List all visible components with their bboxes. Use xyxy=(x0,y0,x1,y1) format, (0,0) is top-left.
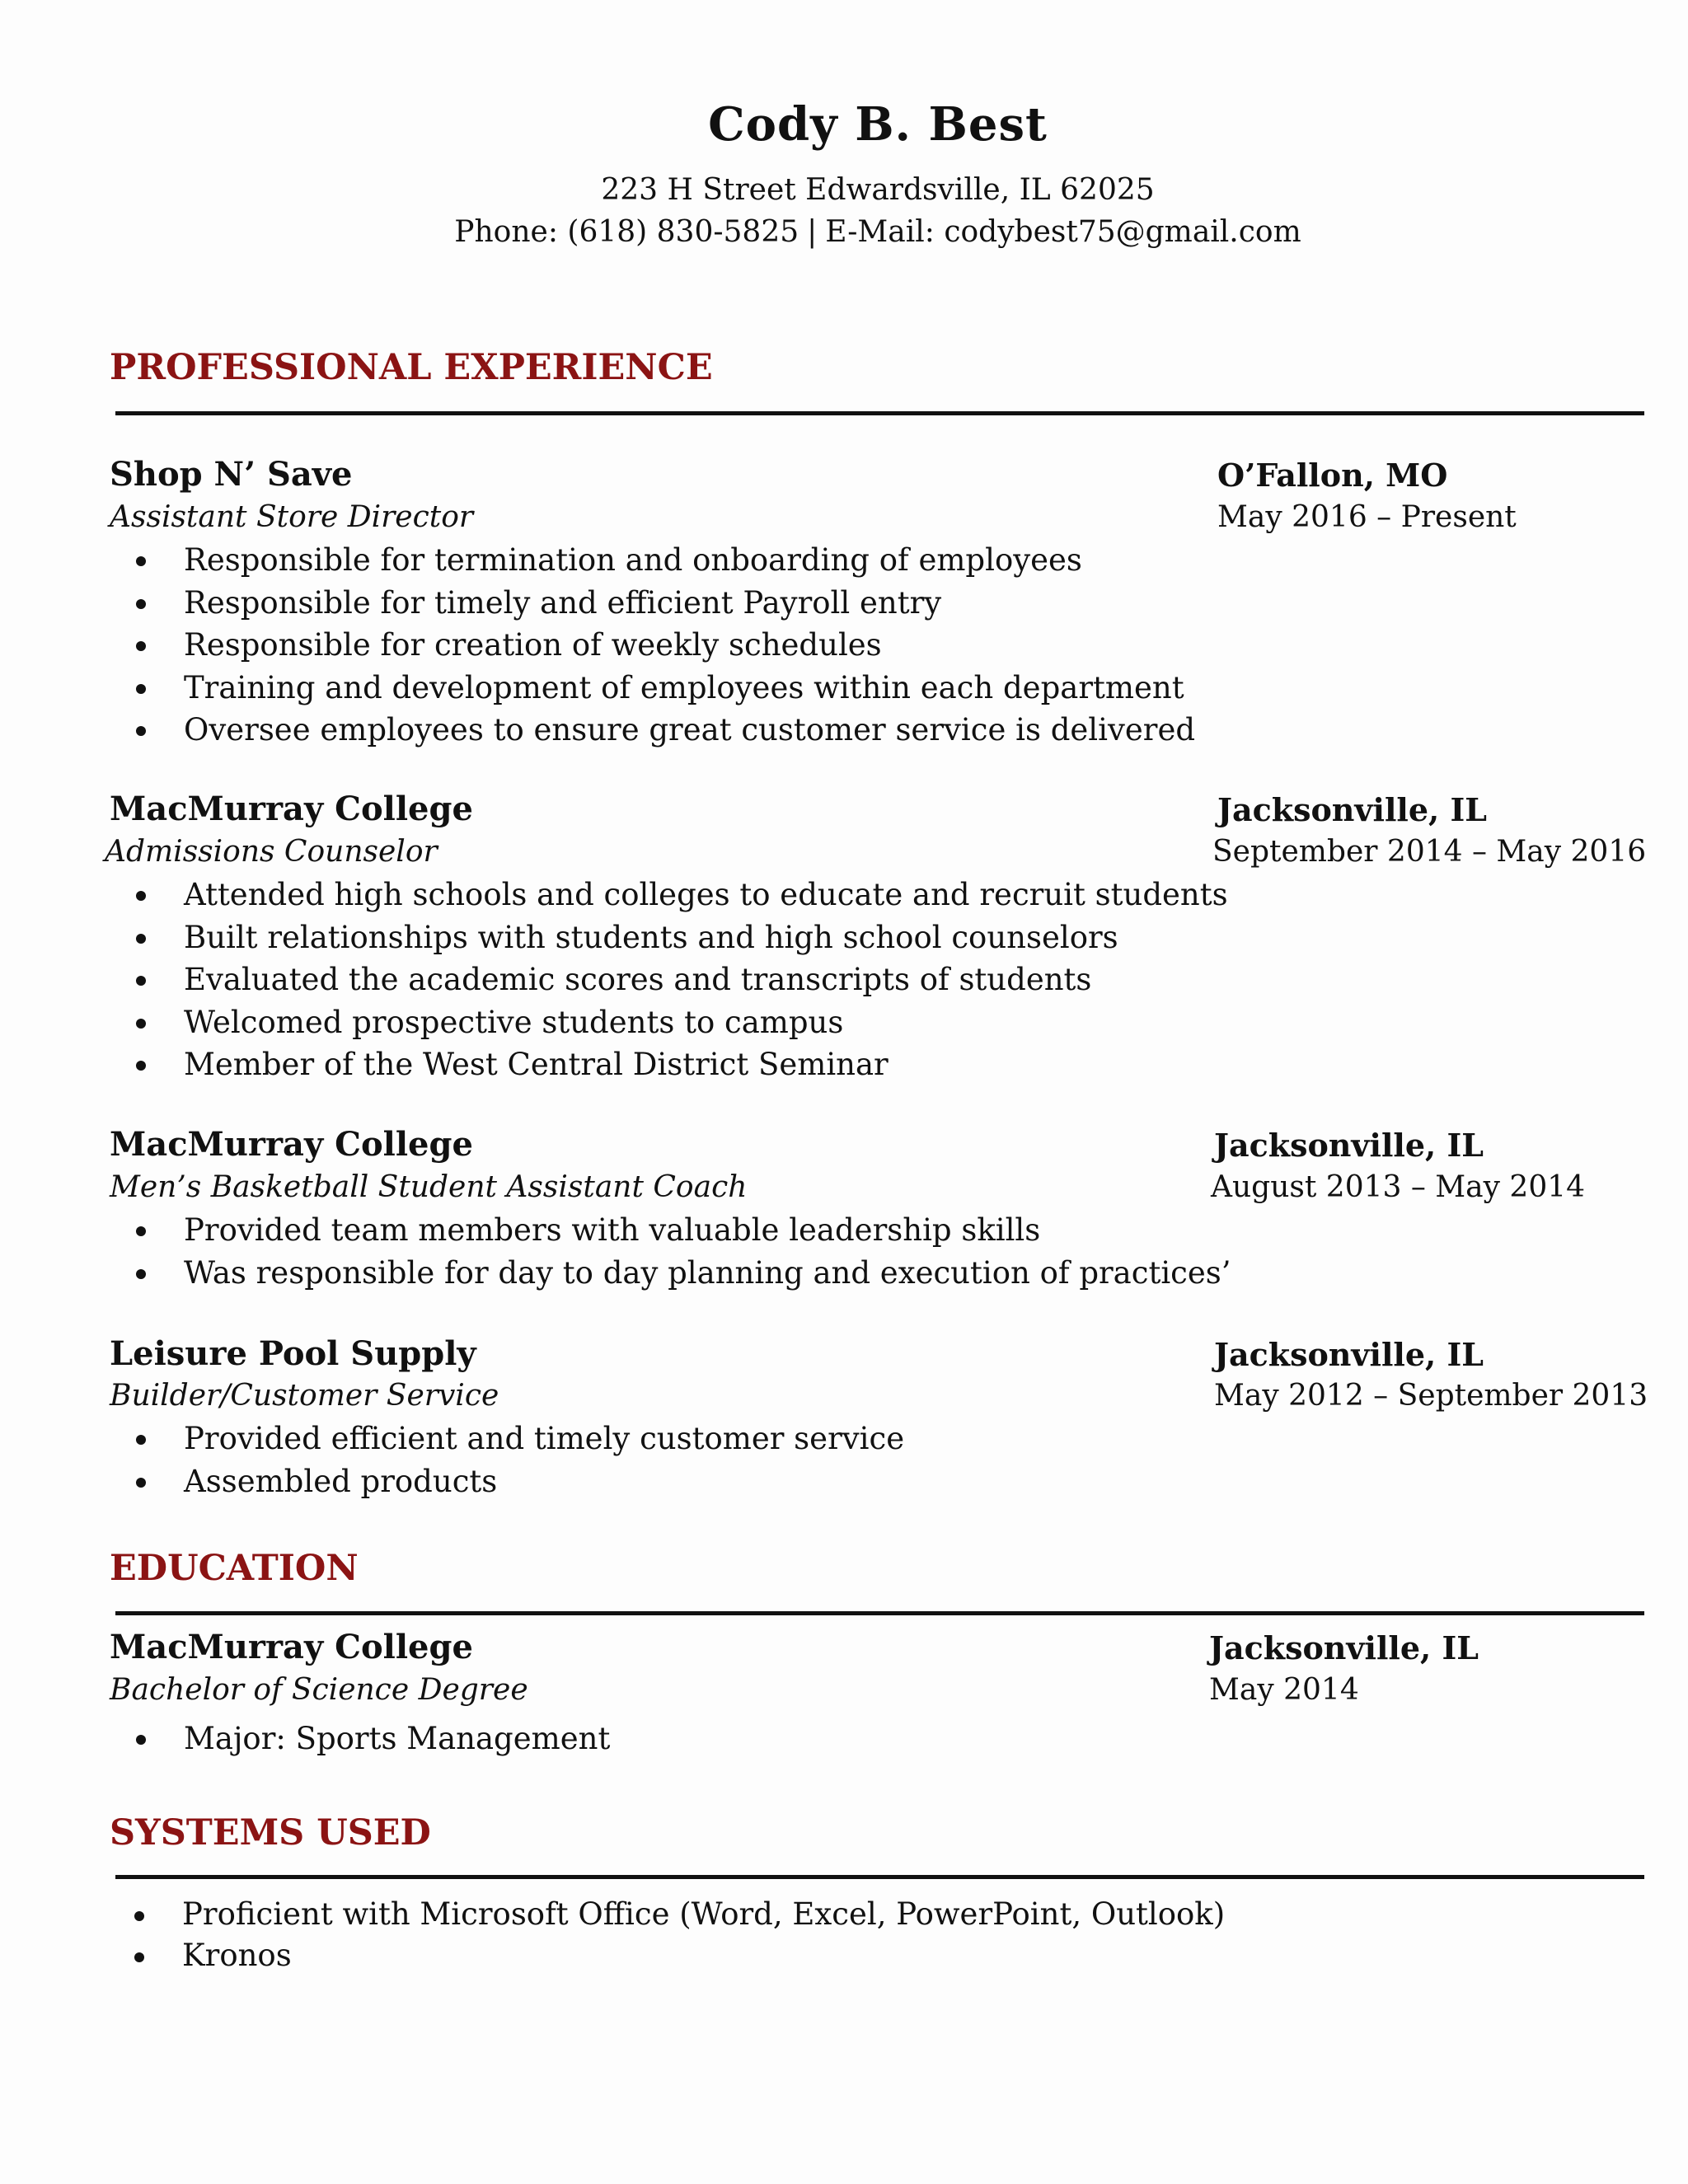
list-item: Responsible for termination and onboarding of employees xyxy=(132,539,1195,582)
experience-heading: PROFESSIONAL EXPERIENCE xyxy=(110,347,713,388)
job-role: Assistant Store Director xyxy=(110,500,474,534)
education-degree: Bachelor of Science Degree xyxy=(110,1673,528,1707)
job-dates: August 2013 – May 2014 xyxy=(1211,1170,1586,1204)
job-bullets xyxy=(132,1209,1231,1294)
list-item: Was responsible for day to day planning and execution of practices’ xyxy=(132,1252,1231,1295)
list-item: Provided efficient and timely customer service xyxy=(132,1418,904,1460)
list-item: Responsible for timely and efficient Payroll entry xyxy=(132,582,1195,625)
education-heading: EDUCATION xyxy=(110,1548,359,1589)
job-org: MacMurray College xyxy=(110,790,473,828)
email-text: E-Mail: codybest75@gmail.com xyxy=(825,215,1301,249)
list-item: Responsible for creation of weekly schedules xyxy=(132,624,1195,667)
education-org: MacMurray College xyxy=(110,1628,473,1666)
list-item: Major: Sports Management xyxy=(132,1718,610,1760)
job-location: Jacksonville, IL xyxy=(1214,1336,1484,1373)
job-dates: September 2014 – May 2016 xyxy=(1212,835,1647,869)
list-item: Provided team members with valuable leadership skills xyxy=(132,1209,1231,1252)
job-bullets xyxy=(132,874,1228,1086)
contact-separator: | xyxy=(807,215,818,249)
education-bullets xyxy=(132,1718,610,1760)
job-org: Leisure Pool Supply xyxy=(110,1334,476,1373)
job-location: Jacksonville, IL xyxy=(1217,791,1487,828)
list-item: Built relationships with students and high school counselors xyxy=(132,916,1228,959)
education-dates: May 2014 xyxy=(1209,1673,1359,1707)
list-item: Kronos xyxy=(130,1935,1225,1976)
job-role: Admissions Counselor xyxy=(105,835,438,869)
list-item: Member of the West Central District Seminar xyxy=(132,1043,1228,1086)
job-location: O’Fallon, MO xyxy=(1217,457,1448,494)
list-item: Assembled products xyxy=(132,1460,904,1503)
job-dates: May 2016 – Present xyxy=(1217,500,1517,534)
address-line: 223 H Street Edwardsville, IL 62025 xyxy=(601,173,1155,207)
job-role: Builder/Customer Service xyxy=(110,1379,499,1413)
list-item: Proficient with Microsoft Office (Word, Excel, PowerPoint, Outlook) xyxy=(130,1894,1225,1935)
systems-bullets xyxy=(130,1894,1225,1976)
job-location: Jacksonville, IL xyxy=(1214,1127,1484,1164)
phone-text: Phone: (618) 830-5825 xyxy=(454,215,799,249)
job-org: MacMurray College xyxy=(110,1125,473,1164)
job-bullets xyxy=(132,539,1195,752)
systems-heading: SYSTEMS USED xyxy=(110,1812,431,1854)
list-item: Evaluated the academic scores and transcripts of students xyxy=(132,958,1228,1001)
contact-line xyxy=(0,215,1688,249)
list-item: Oversee employees to ensure great customer service is delivered xyxy=(132,709,1195,752)
list-item: Welcomed prospective students to campus xyxy=(132,1001,1228,1044)
list-item: Attended high schools and colleges to educate and recruit students xyxy=(132,874,1228,916)
education-location: Jacksonville, IL xyxy=(1209,1629,1479,1666)
job-bullets xyxy=(132,1418,904,1502)
experience-divider xyxy=(115,411,1644,415)
systems-divider xyxy=(115,1875,1644,1879)
job-org: Shop N’ Save xyxy=(110,455,353,494)
job-role: Men’s Basketball Student Assistant Coach xyxy=(110,1170,748,1204)
list-item: Training and development of employees within each department xyxy=(132,667,1195,710)
job-dates: May 2012 – September 2013 xyxy=(1214,1379,1648,1413)
resume-name: Cody B. Best xyxy=(708,97,1048,152)
education-divider xyxy=(115,1611,1644,1615)
